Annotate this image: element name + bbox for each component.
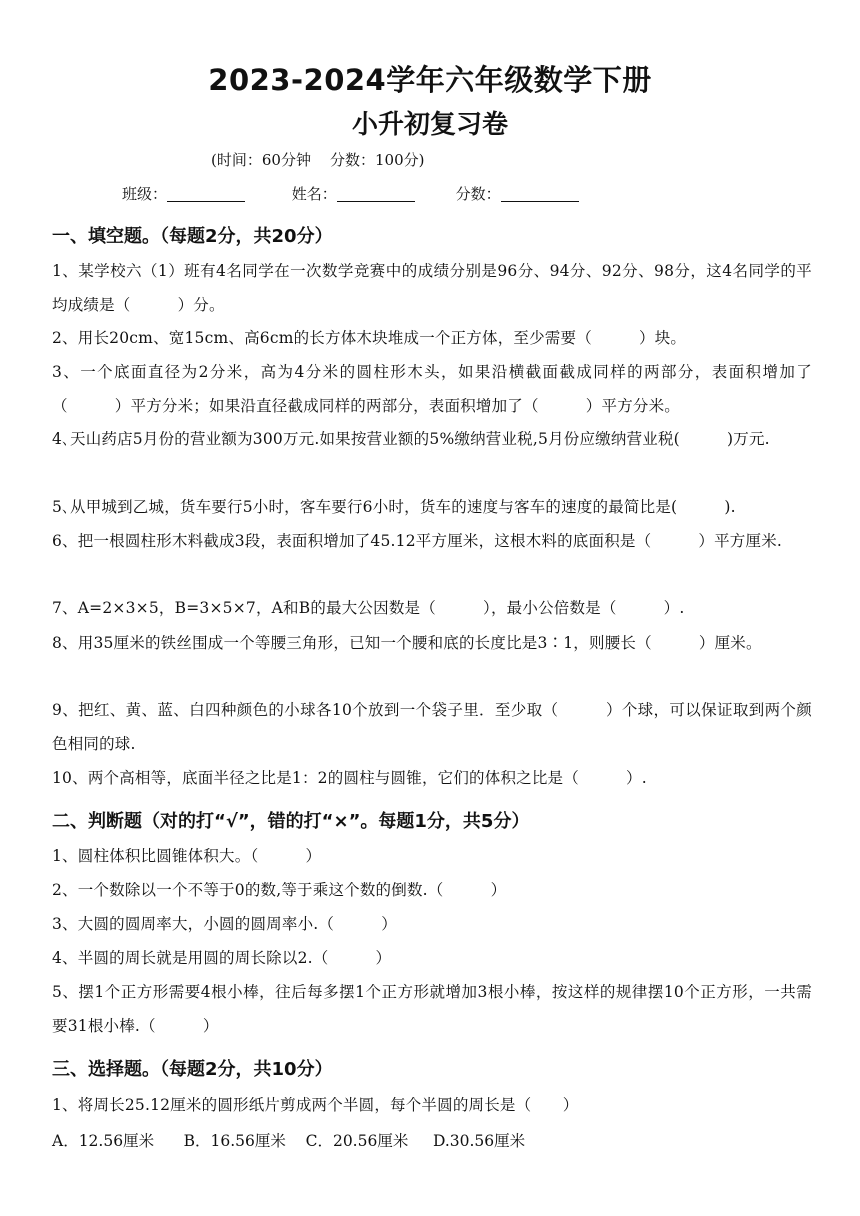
- question-1-8: 8、用35厘米的铁丝围成一个等腰三角形，已知一个腰和底的长度比是3∶1，则腰长（ ）厘米。: [52, 634, 762, 652]
- question-3-1: 1、将周长25.12厘米的圆形纸片剪成两个半圆，每个半圆的周长是（ ）: [52, 1096, 579, 1114]
- exam-subtitle: 小升初复习卷: [351, 110, 508, 140]
- question-1-5: 5､从甲城到乙城，货车要行5小时，客车要行6小时，货车的速度与客车的速度的最简比是( ).: [52, 498, 736, 516]
- question-1-1: 1、某学校六（1）班有4名同学在一次数学竞赛中的成绩分别是96分、94分、92分、98分，这4名同学的平均成绩是（ ）分。: [52, 262, 812, 314]
- question-2-2: 2、一个数除以一个不等于0的数,等于乘这个数的倒数.（ ）: [52, 881, 507, 899]
- student-info-row: [122, 183, 579, 204]
- question-1-2: 2、用长20cm、宽15cm、高6cm的长方体木块堆成一个正方体，至少需要（ ）块。: [52, 329, 687, 347]
- class-blank: [167, 185, 245, 202]
- name-blank: [337, 185, 415, 202]
- class-label: 班级：: [122, 185, 168, 203]
- question-2-3: 3、大圆的圆周率大，小圆的圆周率小.（ ）: [52, 915, 397, 933]
- question-1-3: 3、一个底面直径为2分米，高为4分米的圆柱形木头，如果沿横截面截成同样的两部分，表面积增加了（ ）平方分米；如果沿直径截成同样的两部分，表面积增加了（ ）平方分米。: [52, 363, 812, 415]
- score-blank: [501, 185, 579, 202]
- score-label: 分数：: [455, 185, 501, 203]
- section-heading-fill-in: 一、填空题。（每题2分，共20分）: [52, 226, 333, 247]
- exam-time-and-score: (时间：60分钟 分数：100分): [211, 151, 425, 169]
- section-heading-multiple-choice: 三、选择题。（每题2分，共10分）: [52, 1059, 333, 1080]
- question-3-1-options: A．12.56厘米 B．16.56厘米 C．20.56厘米 D.30.56厘米: [52, 1132, 526, 1150]
- section-heading-true-false: 二、判断题（对的打“√”，错的打“×”。每题1分，共5分）: [52, 811, 530, 832]
- question-1-10: 10、两个高相等，底面半径之比是1：2的圆柱与圆锥，它们的体积之比是（ ）.: [52, 769, 647, 787]
- exam-title: 2023-2024学年六年级数学下册: [208, 63, 652, 97]
- name-label: 姓名：: [291, 185, 337, 203]
- question-2-4: 4、半圆的周长就是用圆的周长除以2.（ ）: [52, 949, 392, 967]
- question-1-7: 7、A=2×3×5，B=3×5×7，A和B的最大公因数是（ ），最小公倍数是（ ）.: [52, 599, 685, 617]
- question-1-4: 4､天山药店5月份的营业额为300万元.如果按营业额的5%缴纳营业税,5月份应缴纳营业税( )万元.: [52, 430, 770, 448]
- question-2-1: 1、圆柱体积比圆锥体积大。（ ）: [52, 847, 322, 865]
- question-1-6: 6、把一根圆柱形木料截成3段，表面积增加了45.12平方厘米，这根木料的底面积是（ ）平方厘米.: [52, 532, 783, 550]
- question-1-9: 9、把红、黄、蓝、白四种颜色的小球各10个放到一个袋子里．至少取（ ）个球，可以保证取到两个颜色相同的球.: [52, 701, 812, 753]
- question-2-5: 5、摆1个正方形需要4根小棒，往后每多摆1个正方形就增加3根小棒，按这样的规律摆10个正方形，一共需要31根小棒.（ ）: [52, 983, 812, 1035]
